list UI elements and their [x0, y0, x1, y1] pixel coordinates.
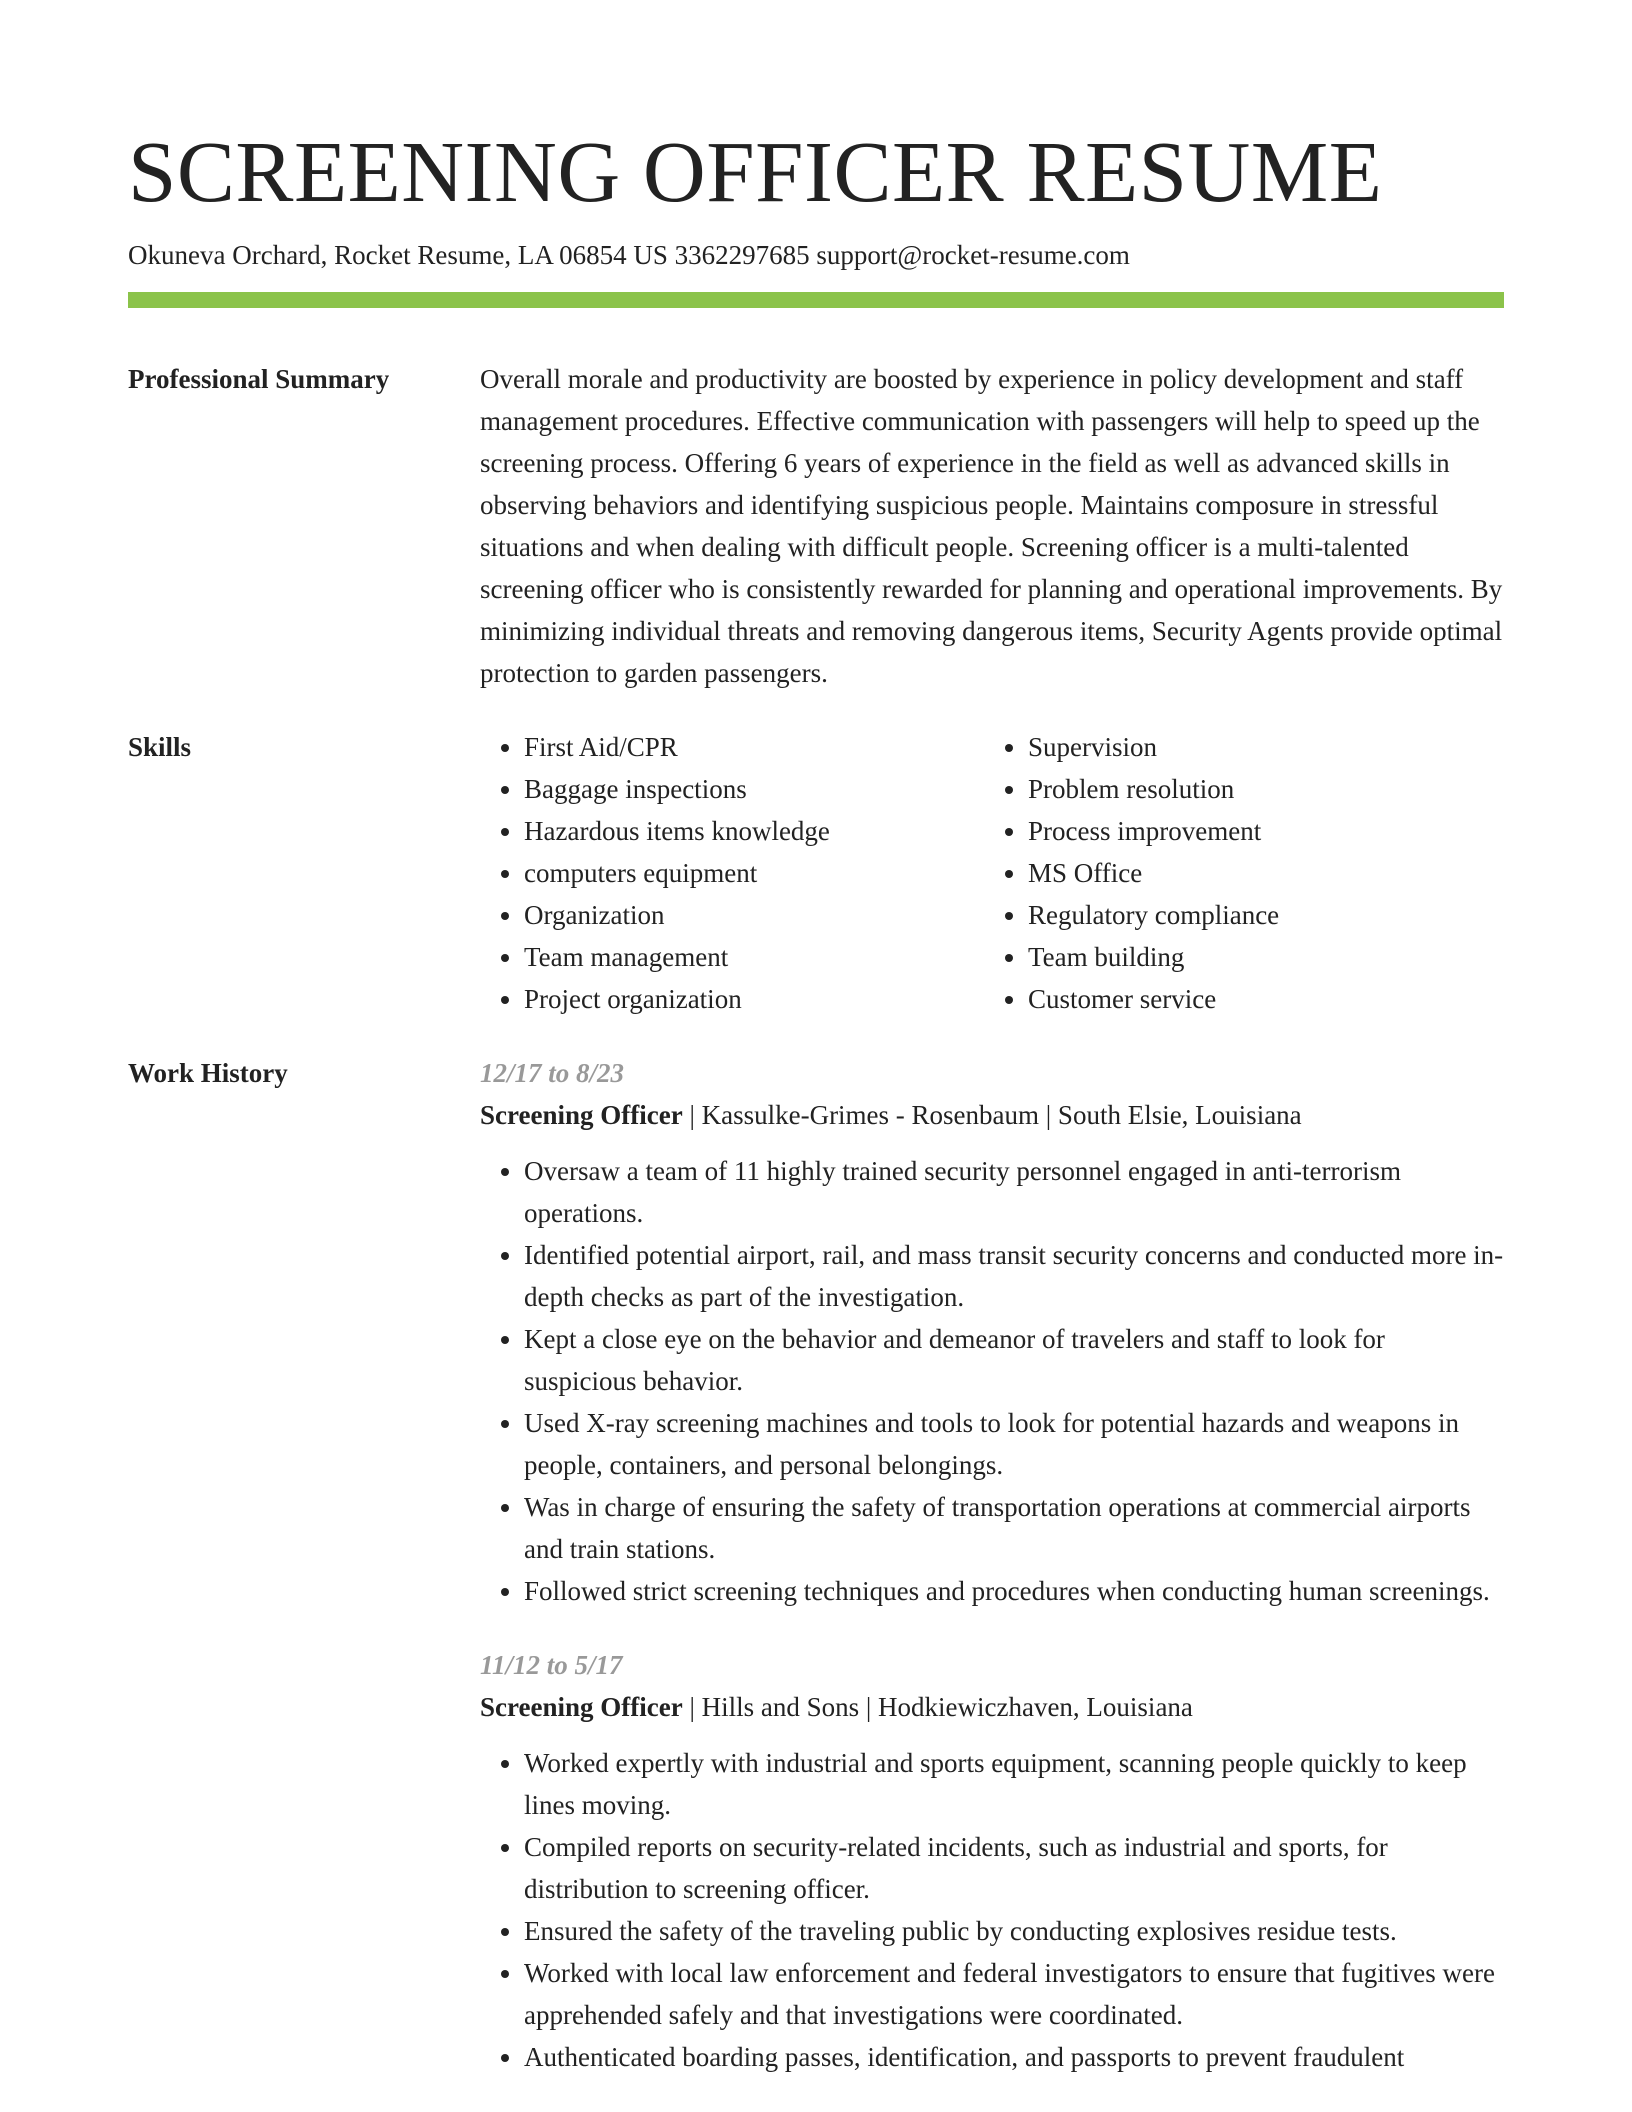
skill-item: • MS Office: [1028, 852, 1488, 894]
skill-item: • Baggage inspections: [524, 768, 984, 810]
job-entry: [480, 1644, 1504, 2078]
skill-item: • Project organization: [524, 978, 984, 1020]
header-divider: [128, 292, 1504, 308]
skill-item: • Process improvement: [1028, 810, 1488, 852]
job-bullet: • Worked expertly with industrial and sports equipment, scanning people quickly to keep lines moving.: [524, 1742, 1504, 1826]
summary-heading: Professional Summary: [128, 364, 390, 394]
work-history-section: [128, 1052, 1504, 2078]
work-history-heading: Work History: [128, 1058, 288, 1088]
skill-item: • Organization: [524, 894, 984, 936]
job-bullet: • Followed strict screening techniques and procedures when conducting human screenings.: [524, 1570, 1504, 1612]
skills-grid: [480, 726, 1504, 1020]
job-bullet: • Kept a close eye on the behavior and demeanor of travelers and staff to look for suspicious behavior.: [524, 1318, 1504, 1402]
job-details: | Kassulke-Grimes - Rosenbaum | South Elsie, Louisiana: [682, 1100, 1302, 1130]
skills-section: [128, 726, 1504, 1020]
job-role: Screening Officer: [480, 1100, 683, 1130]
resume-title: SCREENING OFFICER RESUME: [128, 123, 1383, 220]
skill-item: • computers equipment: [524, 852, 984, 894]
summary-section: [128, 358, 1504, 694]
job-bullets: [480, 1742, 1504, 2078]
job-bullet: • Used X-ray screening machines and tools to look for potential hazards and weapons in people, containers, and personal belongings.: [524, 1402, 1504, 1486]
contact-line: Okuneva Orchard, Rocket Resume, LA 06854 US 3362297685 support@rocket-resume.com: [128, 240, 1130, 270]
skill-item: • Customer service: [1028, 978, 1488, 1020]
summary-text: Overall morale and productivity are boosted by experience in policy development and staff management procedures. Effective communication with passengers will help to speed up the screening process. Offering 6 years of experience in the field as well as advanced skills in observing behaviors and identifying suspicious people. Maintains composure in stressful situations and when dealing with difficult people. Screening officer is a multi-talented screening officer who is consistently rewarded for planning and operational improvements. By minimizing individual threats and removing dangerous items, Security Agents provide optimal protection to garden passengers.: [480, 364, 1503, 688]
job-dates: 12/17 to 8/23: [480, 1058, 625, 1088]
resume-page: [128, 0, 1504, 2078]
job-dates: 11/12 to 5/17: [480, 1650, 623, 1680]
job-heading: [480, 1686, 1504, 1728]
job-bullet: • Worked with local law enforcement and federal investigators to ensure that fugitives were apprehended safely and that investigations were coordinated.: [524, 1952, 1504, 2036]
skill-item: • Team management: [524, 936, 984, 978]
job-entry: [480, 1052, 1504, 1612]
job-role: Screening Officer: [480, 1692, 683, 1722]
job-details: | Hills and Sons | Hodkiewiczhaven, Louisiana: [682, 1692, 1193, 1722]
job-bullet: • Ensured the safety of the traveling public by conducting explosives residue tests.: [524, 1910, 1504, 1952]
job-bullet: • Oversaw a team of 11 highly trained security personnel engaged in anti-terrorism operations.: [524, 1150, 1504, 1234]
job-bullets: [480, 1150, 1504, 1612]
job-bullet: • Was in charge of ensuring the safety of transportation operations at commercial airports and train stations.: [524, 1486, 1504, 1570]
skill-item: • Hazardous items knowledge: [524, 810, 984, 852]
job-heading: [480, 1094, 1504, 1136]
skills-list-right: [984, 726, 1488, 1020]
skill-item: • Supervision: [1028, 726, 1488, 768]
job-bullet: • Identified potential airport, rail, and mass transit security concerns and conducted more in-depth checks as part of the investigation.: [524, 1234, 1504, 1318]
skills-list-left: [480, 726, 984, 1020]
skill-item: • Regulatory compliance: [1028, 894, 1488, 936]
skill-item: • Team building: [1028, 936, 1488, 978]
skill-item: • Problem resolution: [1028, 768, 1488, 810]
skill-item: • First Aid/CPR: [524, 726, 984, 768]
job-bullet: • Authenticated boarding passes, identification, and passports to prevent fraudulent: [524, 2036, 1504, 2078]
job-bullet: • Compiled reports on security-related incidents, such as industrial and sports, for distribution to screening officer.: [524, 1826, 1504, 1910]
skills-heading: Skills: [128, 732, 192, 762]
